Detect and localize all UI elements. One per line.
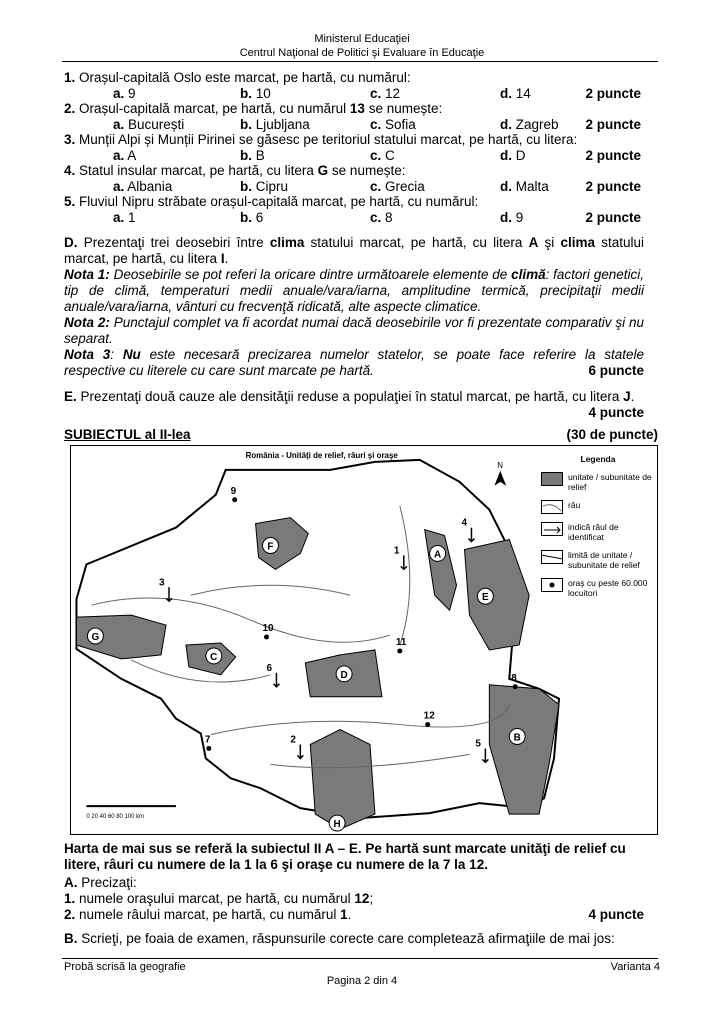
city-dot-icon: [206, 746, 211, 751]
map-intro: Harta de mai sus se referă la subiectul II A – E. Pe hartă sunt marcate unităţi de relief cu litere, râuri cu numere de la 1 la 6 şi oraşe cu numere de la 7 la 12.: [64, 841, 626, 872]
north-arrow-icon: [494, 471, 506, 486]
content-flow: [64, 235, 658, 947]
question-2-option-d: d. Zagreb: [500, 117, 559, 132]
question-3-option-d: d. D: [500, 148, 526, 163]
legend-item-city: [541, 578, 655, 598]
subiect-2-title: SUBIECTUL al II-lea: [64, 427, 191, 442]
legend-item-river: [541, 500, 655, 514]
relief-label-e: E: [482, 592, 489, 604]
header-ministry: Ministerul Educaţiei: [314, 33, 410, 45]
footer-variant: Varianta 4: [610, 961, 660, 973]
question-5-option-b: b. 6: [240, 210, 264, 225]
footer-left: Probă scrisă la geografie: [64, 961, 186, 973]
question-4-option-a: a. Albania: [113, 179, 173, 194]
question-4-option-b: b. Cipru: [240, 179, 289, 194]
city-label-10: 10: [262, 623, 274, 635]
city-dot-icon: [264, 635, 269, 640]
section-d-text: D. Prezentaţi trei deosebiri între clima statului marcat, pe hartă, cu litera A şi clima statului marcat, pe hartă, cu litera I.: [64, 235, 644, 266]
river-label-5: 5: [475, 738, 481, 750]
question-1-option-c: c. 12: [370, 86, 401, 101]
question-2-option-b: b. Ljubljana: [240, 117, 310, 132]
question-1-option-b: b. 10: [240, 86, 271, 101]
question-2-option-a: a. București: [113, 117, 185, 132]
city-swatch-icon: [541, 578, 563, 592]
city-dot-icon: [513, 684, 518, 689]
map-title: România - Unităţi de relief, râuri şi oraşe: [245, 450, 398, 460]
nota-1: Nota 1: Deosebirile se pot referi la oricare dintre următoarele elemente de climă: factori genetici, tip de climă, temperaturi medii anuale/vara/iarna, amplitudine termică, precipitaţii medii anuale/vara/iarna, vânturi cu frecvenţă ridicată, alte aspecte climatice.: [64, 267, 645, 314]
arrow-swatch-icon: [541, 522, 563, 536]
subiect-2-heading: [64, 427, 658, 443]
romania-relief-map: [70, 445, 658, 835]
question-5-option-c: c. 8: [370, 210, 393, 225]
header-rule: [62, 61, 658, 62]
question-1-option-a: a. 9: [113, 86, 136, 101]
relief-label-g: G: [91, 632, 100, 643]
question-5: 5. Fluviul Nipru străbate orașul-capitală marcat, pe hartă, cu numărul:: [64, 194, 479, 209]
section-a-title: A. Precizaţi:: [64, 875, 137, 890]
question-4-points: 2 puncte: [585, 179, 641, 194]
question-3-points: 2 puncte: [585, 148, 641, 163]
city-label-11: 11: [395, 636, 407, 648]
question-3: 3. Munții Alpi și Munții Pirinei se găsesc pe teritoriul statului marcat, pe hartă, cu litera:: [64, 132, 578, 147]
legend-river: râu: [568, 500, 581, 510]
question-2: 2. Orașul-capitală marcat, pe hartă, cu numărul 13 se numește:: [64, 101, 443, 116]
question-2-points: 2 puncte: [585, 117, 641, 132]
subiect-2-points: (30 de puncte): [566, 427, 658, 442]
relief-label-c: C: [210, 651, 218, 663]
question-5-option-a: a. 1: [113, 210, 136, 225]
question-5-points: 2 puncte: [585, 210, 641, 225]
relief-label-h: H: [333, 819, 341, 831]
river-label-1: 1: [393, 545, 400, 557]
question-3-option-a: a. A: [113, 148, 137, 163]
section-d: [64, 235, 644, 379]
relief-label-a: A: [434, 549, 442, 561]
river-label-4: 4: [461, 517, 468, 529]
question-3-option-b: b. B: [240, 148, 265, 163]
question-2-option-c: c. Sofia: [370, 117, 416, 132]
river-swatch-icon: [541, 500, 563, 514]
legend-relief: unitate / subunitate de relief: [568, 472, 652, 492]
legend-item-relief: [541, 472, 655, 492]
legend-item-arrow: [541, 522, 655, 542]
question-4-option-c: c. Grecia: [370, 179, 425, 194]
nota-2: Nota 2: Punctajul complet va fi acordat numai dacă deosebirile vor fi prezentate comparativ şi nu separat.: [64, 315, 644, 346]
question-1-points: 2 puncte: [585, 86, 641, 101]
relief-label-b: B: [513, 732, 521, 744]
legend-city: oraş cu peste 60.000 locuitori: [568, 578, 648, 598]
question-4: 4. Statul insular marcat, pe hartă, cu litera G se numește:: [64, 163, 406, 178]
question-1: 1. Orașul-capitală Oslo este marcat, pe hartă, cu numărul:: [64, 70, 411, 85]
city-label-9: 9: [230, 485, 237, 497]
north-label: N: [497, 460, 504, 470]
question-1-option-d: d. 14: [500, 86, 531, 101]
city-label-12: 12: [423, 710, 435, 722]
legend-title: Legenda: [580, 454, 616, 464]
relief-swatch-icon: [541, 472, 563, 486]
nota-3: Nota 3: Nu este necesară precizarea numelor statelor, se poate face referire la statele respective cu literele cu care sunt marcate pe hartă. 6 puncte: [64, 347, 644, 378]
scale-label: 0 20 40 60 80 100 km: [86, 814, 145, 821]
section-a-item-2: 2. numele râului marcat, pe hartă, cu numărul 1. 4 puncte: [64, 907, 644, 922]
section-e-text: E. Prezentaţi două cauze ale densităţii reduse a populaţiei în statul marcat, pe hartă, cu litera J.: [64, 389, 635, 404]
header-center: Centrul Naţional de Politici şi Evaluare în Educaţie: [239, 47, 485, 59]
section-a-points: 4 puncte: [588, 907, 644, 922]
city-label-7: 7: [204, 734, 211, 746]
section-d-points: 6 puncte: [588, 363, 644, 378]
river-label-2: 2: [290, 734, 296, 746]
limit-swatch-icon: [541, 550, 563, 564]
legend: [541, 454, 655, 606]
legend-limit: limită de unitate / subunitate de relief: [568, 550, 640, 570]
relief-h: [310, 730, 375, 829]
relief-label-d: D: [340, 669, 348, 681]
relief-label-f: F: [267, 541, 274, 553]
question-5-option-d: d. 9: [500, 210, 524, 225]
footer-rule: [62, 958, 658, 959]
section-e-points: 4 puncte: [588, 405, 644, 420]
section-a-item-1: 1. numele oraşului marcat, pe hartă, cu numărul 12;: [64, 891, 374, 906]
section-b-text: B. Scrieţi, pe foaia de examen, răspunsurile corecte care completează afirmaţiile de mai jos:: [64, 931, 615, 946]
city-label-8: 8: [511, 672, 517, 684]
legend-item-limit: [541, 550, 655, 570]
question-4-option-d: d. Malta: [500, 179, 549, 194]
legend-arrow: indică râul de identificat: [568, 522, 619, 542]
city-dot-icon: [232, 497, 237, 502]
river-label-6: 6: [266, 662, 273, 674]
city-dot-icon: [397, 648, 402, 653]
footer-page: Pagina 2 din 4: [326, 975, 398, 987]
river-label-3: 3: [159, 577, 165, 589]
city-dot-icon: [425, 722, 430, 727]
question-3-option-c: c. C: [370, 148, 395, 163]
